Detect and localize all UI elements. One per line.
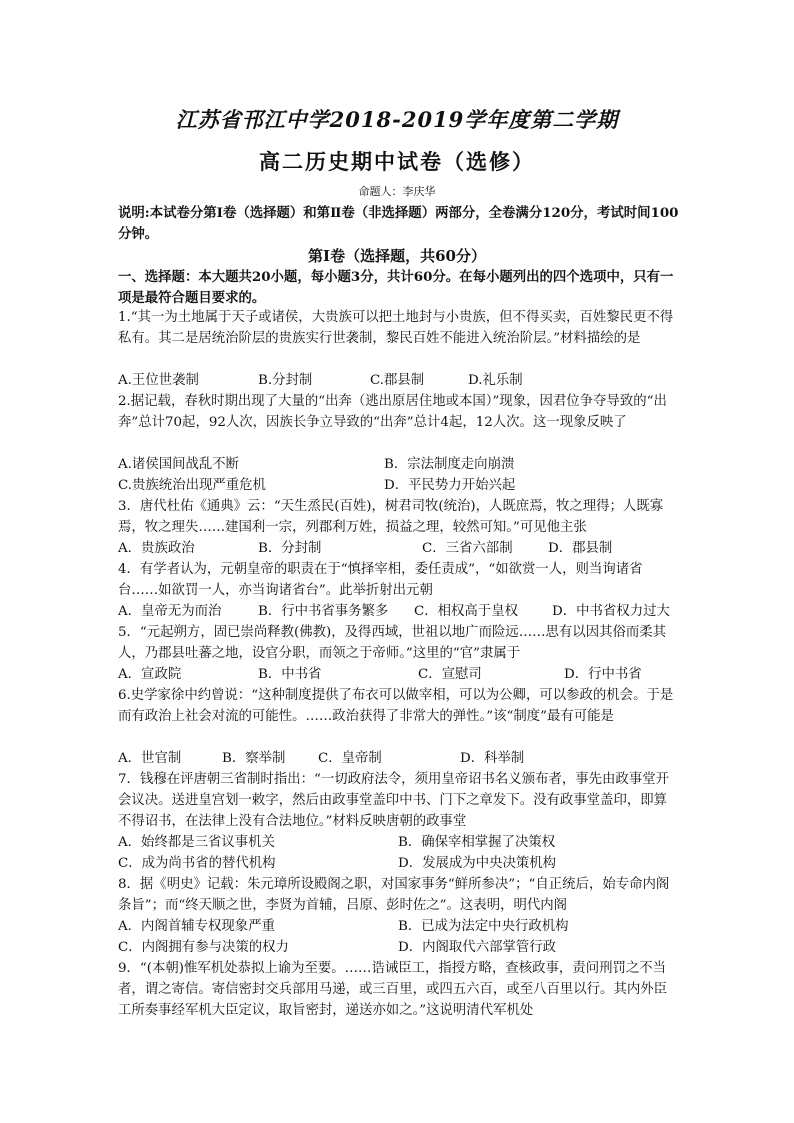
question-9-stem: 9．“(本朝)惟军机处恭拟上谕为至要。……诰诫臣工，指授方略，查核政事，责问刑罚之不当者，谓之寄信。寄信密封交兵部用马递，或三百里，或四五六百，或至八百里以行。其内外臣工所奏事经军机大臣定议，取旨密封，递送亦如之。”这说明清代军机处 [118,961,668,1018]
q3-option-a[interactable]: A．贵族政治 [118,541,195,556]
q5-option-a[interactable]: A．宣政院 [118,667,182,682]
q1-option-a[interactable]: A.王位世袭制 [118,373,199,388]
section-intro: 一、选择题：本大题共20小题，每小题3分，共计60分。在每小题列出的四个选项中，只有一项是最符合题目要求的。 [118,269,674,306]
q3-option-b[interactable]: B．分封制 [258,541,322,556]
q5-option-b[interactable]: B．中书省 [258,667,322,682]
q8-option-a[interactable]: A．内阁首辅专权现象严重 [118,919,275,934]
q1-option-d[interactable]: D.礼乐制 [468,373,523,388]
q5-option-d[interactable]: D．行中书省 [564,667,642,682]
q3-option-d[interactable]: D．郡县制 [548,541,613,556]
question-5-stem: 5．“元起朔方，固已崇尚释教(佛教)，及得西域，世祖以地广而险远……思有以因其俗而柔其人，乃郡县吐蕃之地，设官分职，而领之于帝师。”这里的“官”隶属于 [118,625,667,661]
question-8-stem: 8．据《明史》记载：朱元璋所设殿阁之职，对国家事务“鲜所参决”；“自正统后，始专命内阁条旨”；而“终天顺之世，李贤为首辅，吕原、彭时佐之”。这表明，明代内阁 [118,877,670,913]
q6-option-c[interactable]: C．皇帝制 [318,751,382,766]
q2-option-b[interactable]: B．宗法制度走向崩溃 [384,457,515,472]
question-4-options [118,601,680,622]
question-2-stem: 2.据记载，春秋时期出现了大量的“出奔（逃出原居住地或本国）”现象，因君位争夺导致的“出奔”总计70起，92人次，因族长争立导致的“出奔”总计4起，12人次。这一现象反映了 [118,394,667,430]
q6-option-b[interactable]: B．察举制 [222,751,286,766]
exam-instructions: 说明:本试卷分第Ⅰ卷（选择题）和第Ⅱ卷（非选择题）两部分，全卷满分120分，考试时间100分钟。 [118,205,679,242]
question-7-options-row1 [118,832,680,853]
q7-option-b[interactable]: B．确保宰相掌握了决策权 [398,835,556,850]
question-6-options [118,748,680,769]
q8-option-b[interactable]: B．已成为法定中央行政机构 [398,919,569,934]
question-2-options-row2 [118,475,680,496]
q2-option-d[interactable]: D．平民势力开始兴起 [384,478,516,493]
q8-option-d[interactable]: D．内阁取代六部掌管行政 [398,940,557,955]
exam-subtitle: 高二历史期中试卷（选修） [259,149,535,174]
q2-option-a[interactable]: A.诸侯国间战乱不断 [118,457,240,472]
question-3-options [118,538,680,559]
question-2-options-row1 [118,454,680,475]
q8-option-c[interactable]: C．内阁拥有参与决策的权力 [118,940,289,955]
author-line: 命题人：李庆华 [358,185,436,198]
q6-option-d[interactable]: D．科举制 [460,751,525,766]
q4-option-c[interactable]: C．相权高于皇权 [414,604,518,619]
question-5-options [118,664,680,685]
q4-option-d[interactable]: D．中书省权力过大 [552,604,670,619]
exam-title: 江苏省邗江中学2018-2019学年度第二学期 [175,107,619,132]
section-title: 第Ⅰ卷（选择题，共60分） [308,247,486,265]
question-3-stem: 3．唐代杜佑《通典》云：“天生烝民(百姓)，树君司牧(统治)，人既庶焉，牧之理得；人既寡焉，牧之理失……建国利一宗，列郡利万姓，损益之理，较然可知。”可见他主张 [118,499,664,535]
q4-option-a[interactable]: A．皇帝无为而治 [118,604,222,619]
q1-option-c[interactable]: C.郡县制 [370,373,425,388]
question-8-options-row2 [118,937,680,958]
q7-option-a[interactable]: A．始终都是三省议事机关 [118,835,275,850]
q5-option-c[interactable]: C．宣慰司 [418,667,482,682]
question-8-options-row1 [118,916,680,937]
q1-option-b[interactable]: B.分封制 [258,373,313,388]
q4-option-b[interactable]: B．行中书省事务繁多 [258,604,389,619]
q7-option-c[interactable]: C．成为尚书省的替代机构 [118,856,276,871]
question-6-stem: 6.史学家徐中约曾说：“这种制度提供了布衣可以做宰相，可以为公卿，可以参政的机会。于是而有政治上社会对流的可能性。……政治获得了非常大的弹性。”该“制度”最有可能是 [118,688,674,724]
question-1-stem: 1.“其一为土地属于天子或诸侯，大贵族可以把土地封与小贵族，但不得买卖，百姓黎民更不得私有。其二是居统治阶层的贵族实行世袭制，黎民百姓不能进入统治阶层。”材料描绘的是 [118,310,674,346]
q7-option-d[interactable]: D．发展成为中央决策机构 [398,856,557,871]
q3-option-c[interactable]: C．三省六部制 [422,541,513,556]
question-7-options-row2 [118,853,680,874]
q6-option-a[interactable]: A．世官制 [118,751,182,766]
question-7-stem: 7．钱穆在评唐朝三省制时指出：“一切政府法令，须用皇帝诏书名义颁布者，事先由政事堂开会议决。送进皇宫划一敕字，然后由政事堂盖印中书、门下之章发下。没有政事堂盖印，即算不得诏书，在法律上没有合法地位。”材料反映唐朝的政事堂 [118,772,669,829]
q2-option-c[interactable]: C.贵族统治出现严重危机 [118,478,266,493]
question-1-options [118,370,680,391]
question-4-stem: 4．有学者认为，元朝皇帝的职责在于“慎择宰相，委任责成”，“如欲赏一人，则当询诸省台……如欲罚一人，亦当询诸省台”。此举折射出元朝 [118,562,643,598]
